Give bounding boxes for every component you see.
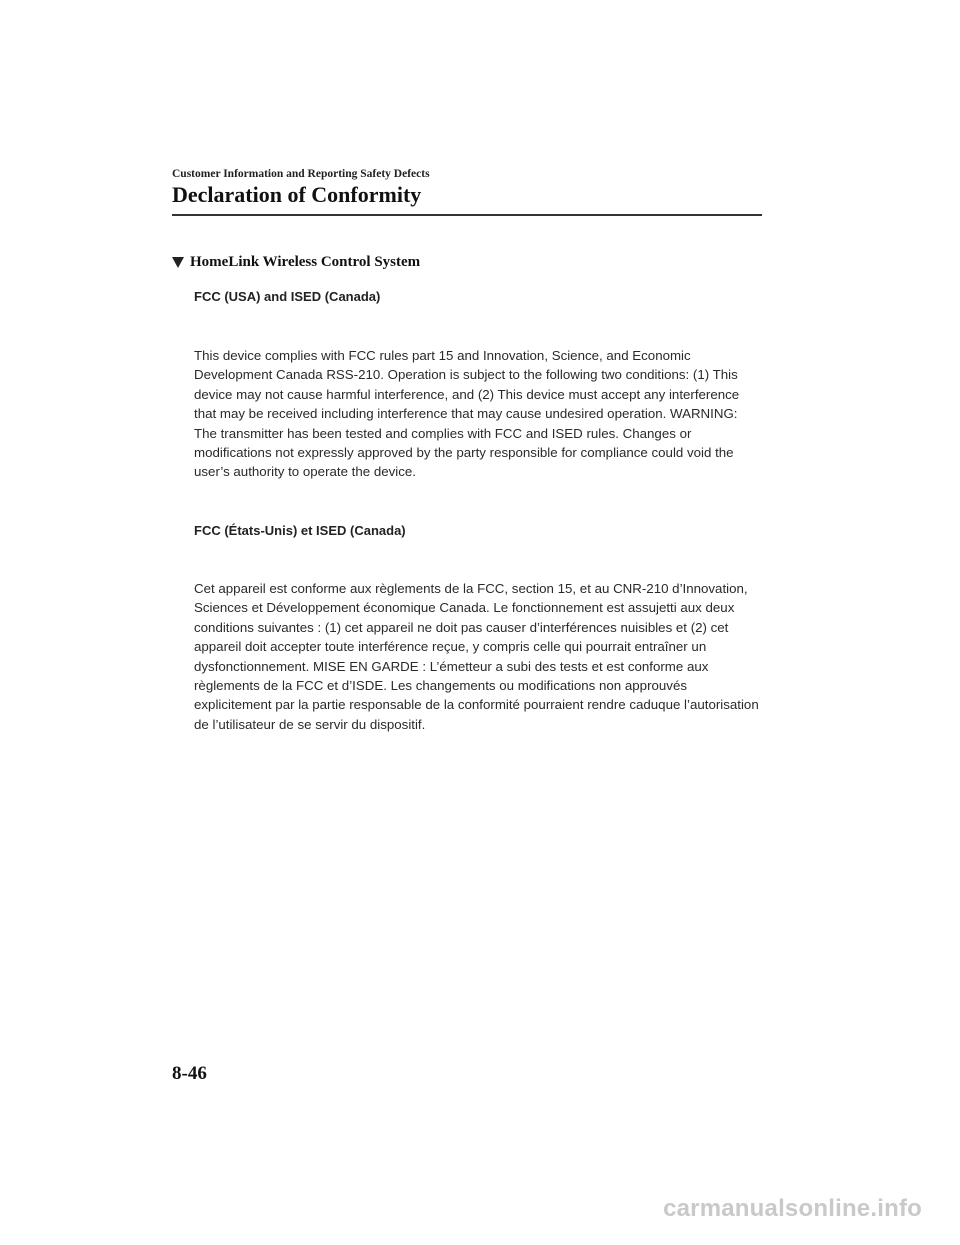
- french-heading: FCC (États-Unis) et ISED (Canada): [194, 523, 406, 538]
- title-divider: [172, 214, 762, 216]
- page-number: 8-46: [172, 1063, 207, 1084]
- french-body: Cet appareil est conforme aux règlements de la FCC, section 15, et au CNR-210 d’Innovation, Sciences et Développement économique Canada. Le fonctionnement est assujetti aux deux conditions suivantes : (1) cet appareil ne doit pas causer d’interférences nuisibles et (2) cet appareil doit accepter toute interférence reçue, y compris celle qui pourrait entraîner un dysfonctionnement. MISE EN GARDE : L’émetteur a subi des tests et est conforme aux règlements de la FCC et d’ISDE. Les changements ou modifications non approuvés explicitement par la partie responsable de la conformité pourraient rendre caduque l’autorisation de l’utilisateur de se servir du dispositif.: [194, 581, 759, 732]
- section-heading-label: HomeLink Wireless Control System: [190, 254, 421, 270]
- watermark: carmanualsonline.info: [663, 1195, 922, 1222]
- section-heading: [172, 254, 420, 271]
- breadcrumb: Customer Information and Reporting Safety Defects: [172, 168, 430, 180]
- english-body: This device complies with FCC rules part 15 and Innovation, Science, and Economic Development Canada RSS-210. Operation is subject to the following two conditions: (1) This device may not cause harmful interference, and (2) This device must accept any interference that may be received including interference that may cause undesired operation. WARNING: The transmitter has been tested and complies with FCC and ISED rules. Changes or modifications not expressly approved by the party responsible for compliance could void the user’s authority to operate the device.: [194, 348, 740, 480]
- page-title: Declaration of Conformity: [172, 182, 422, 207]
- triangle-down-icon: [172, 257, 184, 268]
- english-heading: FCC (USA) and ISED (Canada): [194, 289, 381, 304]
